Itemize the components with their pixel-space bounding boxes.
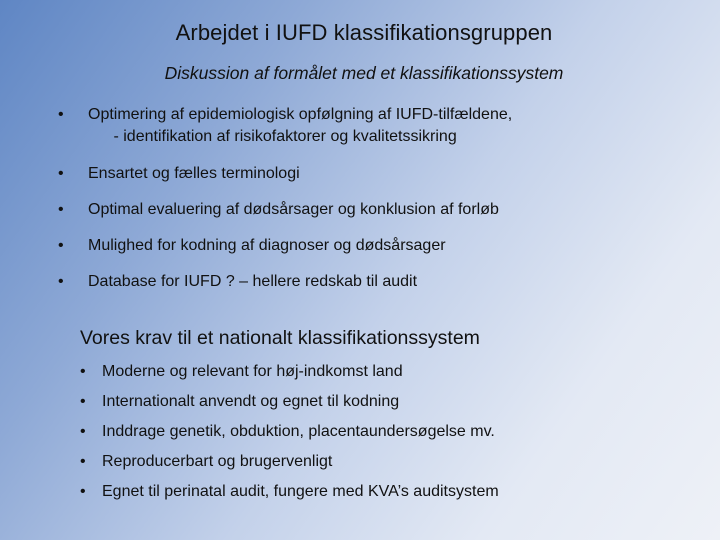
slide-title: Arbejdet i IUFD klassifikationsgruppen: [175, 20, 553, 45]
list-item: [58, 235, 512, 257]
bullet-icon: •: [80, 393, 86, 410]
bullet-text: Egnet til perinatal audit, fungere med KVA’s auditsystem: [102, 483, 499, 500]
bullet-text: Ensartet og fælles terminologi: [88, 165, 300, 182]
purpose-bullet-list: [58, 104, 512, 293]
list-item: [80, 451, 499, 481]
bullet-text: Database for IUFD ? – hellere redskab til audit: [88, 273, 418, 290]
bullet-text: Moderne og relevant for høj-indkomst land: [102, 363, 403, 380]
bullet-text: Mulighed for kodning af diagnoser og dødsårsager: [88, 237, 446, 254]
bullet-icon: •: [58, 106, 64, 123]
list-item: [58, 271, 512, 293]
bullet-icon: •: [80, 483, 86, 500]
slide-subtitle: Diskussion af formålet med et klassifikationssystem: [164, 63, 564, 83]
list-item: [80, 421, 499, 451]
list-item: [58, 199, 512, 221]
bullet-text: Optimering af epidemiologisk opfølgning af IUFD-tilfældene,: [88, 106, 513, 123]
list-item: [80, 391, 499, 421]
bullet-text: Internationalt anvendt og egnet til kodning: [102, 393, 400, 410]
bullet-text: Inddrage genetik, obduktion, placentaundersøgelse mv.: [102, 423, 495, 440]
bullet-text: Reproducerbart og brugervenligt: [102, 453, 333, 470]
bullet-text-continuation: - identifikation af risikofaktorer og kvalitetssikring: [113, 128, 457, 145]
bullet-icon: •: [58, 273, 64, 290]
list-item: [80, 481, 499, 511]
bullet-icon: •: [80, 453, 86, 470]
bullet-text: Optimal evaluering af dødsårsager og konklusion af forløb: [88, 201, 499, 218]
list-item: [58, 104, 512, 148]
bullet-icon: •: [58, 165, 64, 182]
bullet-icon: •: [58, 237, 64, 254]
bullet-icon: •: [80, 363, 86, 380]
requirements-heading: Vores krav til et nationalt klassifikationssystem: [80, 327, 480, 349]
list-item: [80, 361, 499, 391]
bullet-icon: •: [80, 423, 86, 440]
requirements-bullet-list: [80, 361, 499, 511]
list-item: [58, 163, 512, 185]
bullet-icon: •: [58, 201, 64, 218]
